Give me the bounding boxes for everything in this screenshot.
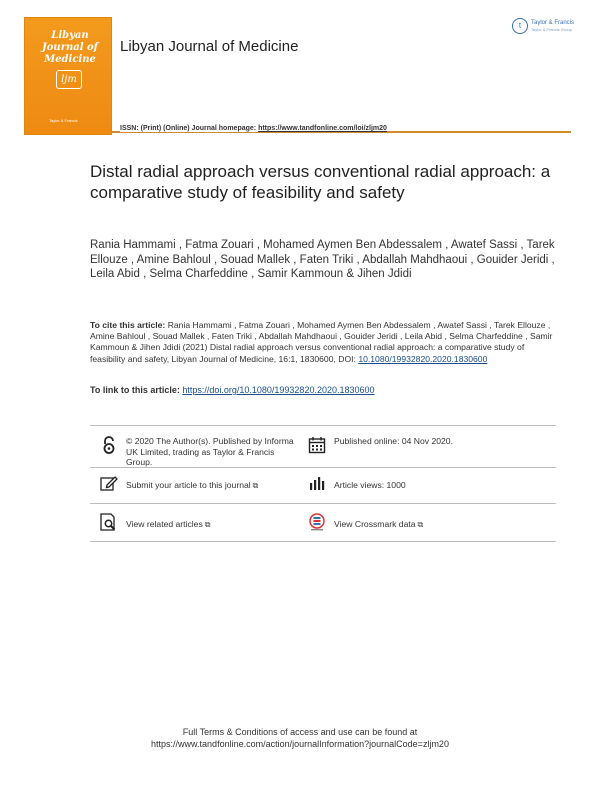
- published-cell: [308, 436, 538, 454]
- footer-terms-link[interactable]: https://www.tandfonline.com/action/journalInformation?journalCode=zljm20: [151, 739, 449, 749]
- external-link-icon: ⧉: [252, 481, 259, 490]
- divider: [90, 503, 556, 504]
- citation-block: [90, 320, 560, 365]
- external-link-icon: ⧉: [417, 520, 424, 529]
- citation-label: To cite this article:: [90, 320, 168, 330]
- related-cell[interactable]: [100, 513, 300, 531]
- issn-line: [120, 125, 387, 132]
- calendar-icon: [308, 436, 326, 454]
- crossmark-cell[interactable]: [308, 513, 538, 531]
- taylor-francis-logo-icon: t: [512, 18, 528, 34]
- journal-name: Libyan Journal of Medicine: [120, 38, 299, 55]
- related-articles-link[interactable]: View related articles: [126, 519, 203, 529]
- crossmark-icon: [308, 513, 326, 531]
- crossmark-link[interactable]: View Crossmark data: [334, 519, 416, 529]
- cover-title: Libyan Journal of Medicine: [42, 30, 98, 65]
- article-views: Article views: 1000: [334, 480, 406, 490]
- submit-article-link[interactable]: Submit your article to this journal: [126, 480, 251, 490]
- related-articles-search-icon: [100, 513, 118, 531]
- author-list: Rania Hammami , Fatma Zouari , Mohamed Aymen Ben Abdessalem , Awatef Sassi , Tarek Ellouze , Amine Bahloul , Souad Mallek , Faten Triki , Abdallah Mahdhaoui , Gouider Jeridi , Leila Abid , Selma Charfeddine , Samir Kammoun & Jihen Jdidi: [90, 239, 555, 280]
- divider: [90, 425, 556, 426]
- publisher-logo-name: Taylor & Francis: [531, 20, 575, 26]
- article-doi-link[interactable]: https://doi.org/10.1080/19932820.2020.1830600: [182, 385, 375, 395]
- published-date: Published online: 04 Nov 2020.: [334, 436, 453, 446]
- publisher-logo-tagline: Taylor & Francis Group: [531, 27, 572, 32]
- publisher-logo[interactable]: [512, 18, 574, 34]
- journal-cover: [25, 18, 111, 134]
- issn-prefix: ISSN: (Print) (Online) Journal homepage:: [120, 125, 259, 132]
- divider: [90, 467, 556, 468]
- article-link-line: [90, 385, 560, 395]
- bar-chart-icon: [308, 474, 326, 492]
- license-cell: [100, 436, 300, 468]
- license-text: © 2020 The Author(s). Published by Informa UK Limited, trading as Taylor & Francis Group.: [126, 436, 294, 467]
- cover-publisher: Taylor & Francis: [49, 118, 78, 123]
- ljm-logo-icon: ljm: [56, 70, 82, 89]
- footer-terms-text: Full Terms & Conditions of access and use can be found at: [182, 727, 418, 737]
- external-link-icon: ⧉: [204, 520, 211, 529]
- views-cell: [308, 474, 538, 492]
- divider: [90, 541, 556, 542]
- footer: [0, 726, 600, 750]
- submit-cell[interactable]: [100, 474, 300, 492]
- citation-doi-link[interactable]: 10.1080/19932820.2020.1830600: [358, 353, 488, 364]
- citation-text: Rania Hammami , Fatma Zouari , Mohamed Aymen Ben Abdessalem , Awatef Sassi , Tarek Ellouze , Amine Bahloul , Souad Mallek , Faten Triki , Abdallah Mahdhaoui , Gouider Jeridi , Leila Abid , Selma Charfeddine , Samir Kammoun & Jihen Jdidi (2021) Distal radial approach versus conventional radial approach: a comparative study of feasibility and safety, Libyan Journal of Medicine, 16:1, 1830600, DOI:: [90, 320, 553, 364]
- journal-homepage-link[interactable]: https://www.tandfonline.com/loi/zljm20: [258, 125, 387, 132]
- open-access-icon: [100, 436, 118, 454]
- edit-pencil-icon: [100, 474, 118, 492]
- article-title: Distal radial approach versus conventional radial approach: a comparative study of feasibility and safety: [90, 162, 551, 202]
- article-link-label: To link to this article:: [90, 385, 183, 395]
